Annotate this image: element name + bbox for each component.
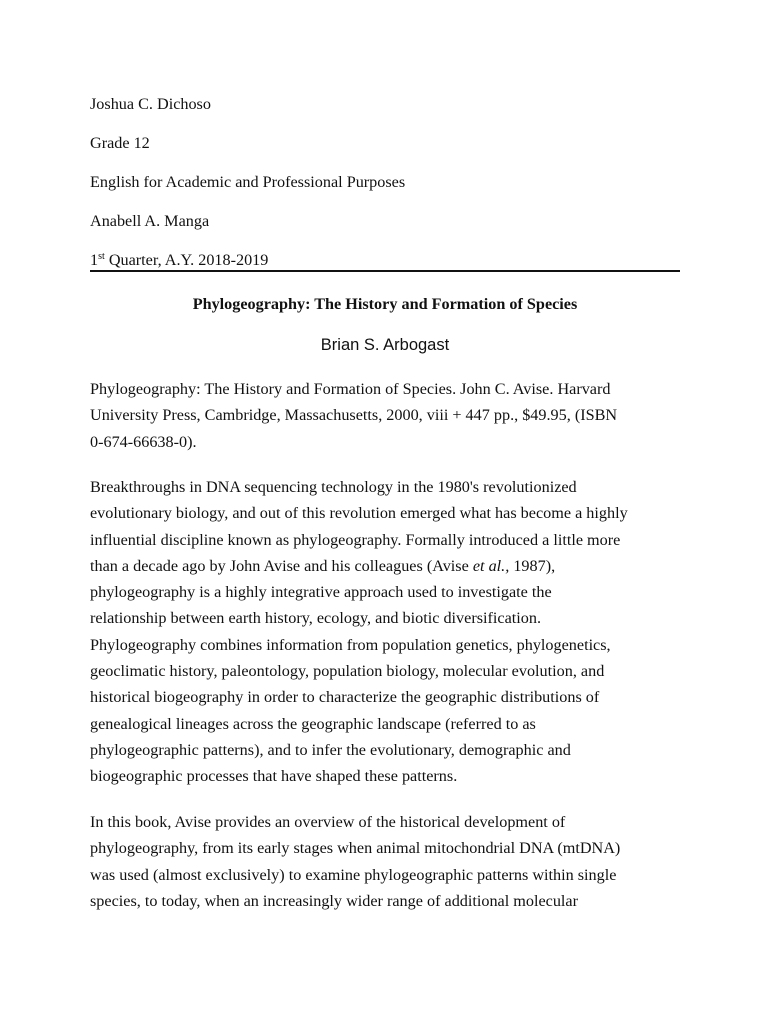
paragraph-line: historical biogeography in order to characterize the geographic distributions of [90, 688, 600, 707]
body-paragraph-2 [90, 809, 690, 914]
citation-line: University Press, Cambridge, Massachusetts, 2000, viii + 447 pp., $49.95, (ISBN [90, 406, 618, 425]
quarter-number: 1 [90, 251, 99, 269]
student-name: Joshua C. Dichoso [90, 95, 211, 113]
body-paragraph-1 [90, 474, 690, 790]
paragraph-line: biogeographic processes that have shaped these patterns. [90, 767, 458, 786]
paragraph-line: phylogeography, from its early stages when animal mitochondrial DNA (mtDNA) [90, 839, 621, 858]
quarter-line [90, 250, 268, 270]
citation-paragraph [90, 376, 690, 455]
paragraph-line: Phylogeography combines information from population genetics, phylogenetics, [90, 635, 611, 654]
paragraph-line: was used (almost exclusively) to examine phylogeographic patterns within single [90, 865, 617, 884]
paragraph-line: In this book, Avise provides an overview of the historical development of [90, 813, 566, 831]
italic-text: et al., [472, 556, 510, 575]
article-title: Phylogeography: The History and Formation of Species [192, 295, 578, 313]
paragraph-line: species, to today, when an increasingly wider range of additional molecular [90, 891, 579, 910]
paragraph-line: genealogical lineages across the geographic landscape (referred to as [90, 714, 536, 733]
subject-name: English for Academic and Professional Purposes [90, 173, 406, 191]
paragraph-line: relationship between earth history, ecology, and biotic diversification. [90, 609, 542, 628]
paragraph-line: evolutionary biology, and out of this revolution emerged what has become a highly [90, 504, 628, 523]
quarter-ordinal-suffix: st [98, 251, 105, 262]
paragraph-line: phylogeographic patterns), and to infer the evolutionary, demographic and [90, 740, 571, 759]
citation-line: 0-674-66638-0). [90, 432, 197, 451]
paragraph-line: Breakthroughs in DNA sequencing technology in the 1980's revolutionized [90, 478, 577, 496]
teacher-name: Anabell A. Manga [90, 212, 210, 230]
header-divider [90, 270, 680, 272]
article-author: Brian S. Arbogast [320, 336, 450, 354]
paragraph-line: geoclimatic history, paleontology, population biology, molecular evolution, and [90, 662, 605, 681]
grade-level: Grade 12 [90, 134, 150, 152]
line-text: 1987), [509, 556, 556, 575]
paragraph-line [90, 553, 690, 579]
quarter-text: Quarter, A.Y. 2018-2019 [104, 251, 269, 269]
paragraph-line: phylogeography is a highly integrative approach used to investigate the [90, 583, 552, 602]
citation-line: Phylogeography: The History and Formation of Species. John C. Avise. Harvard [90, 380, 611, 398]
paragraph-line: influential discipline known as phylogeography. Formally introduced a little more [90, 530, 621, 549]
line-text: than a decade ago by John Avise and his colleagues (Avise [90, 556, 473, 575]
